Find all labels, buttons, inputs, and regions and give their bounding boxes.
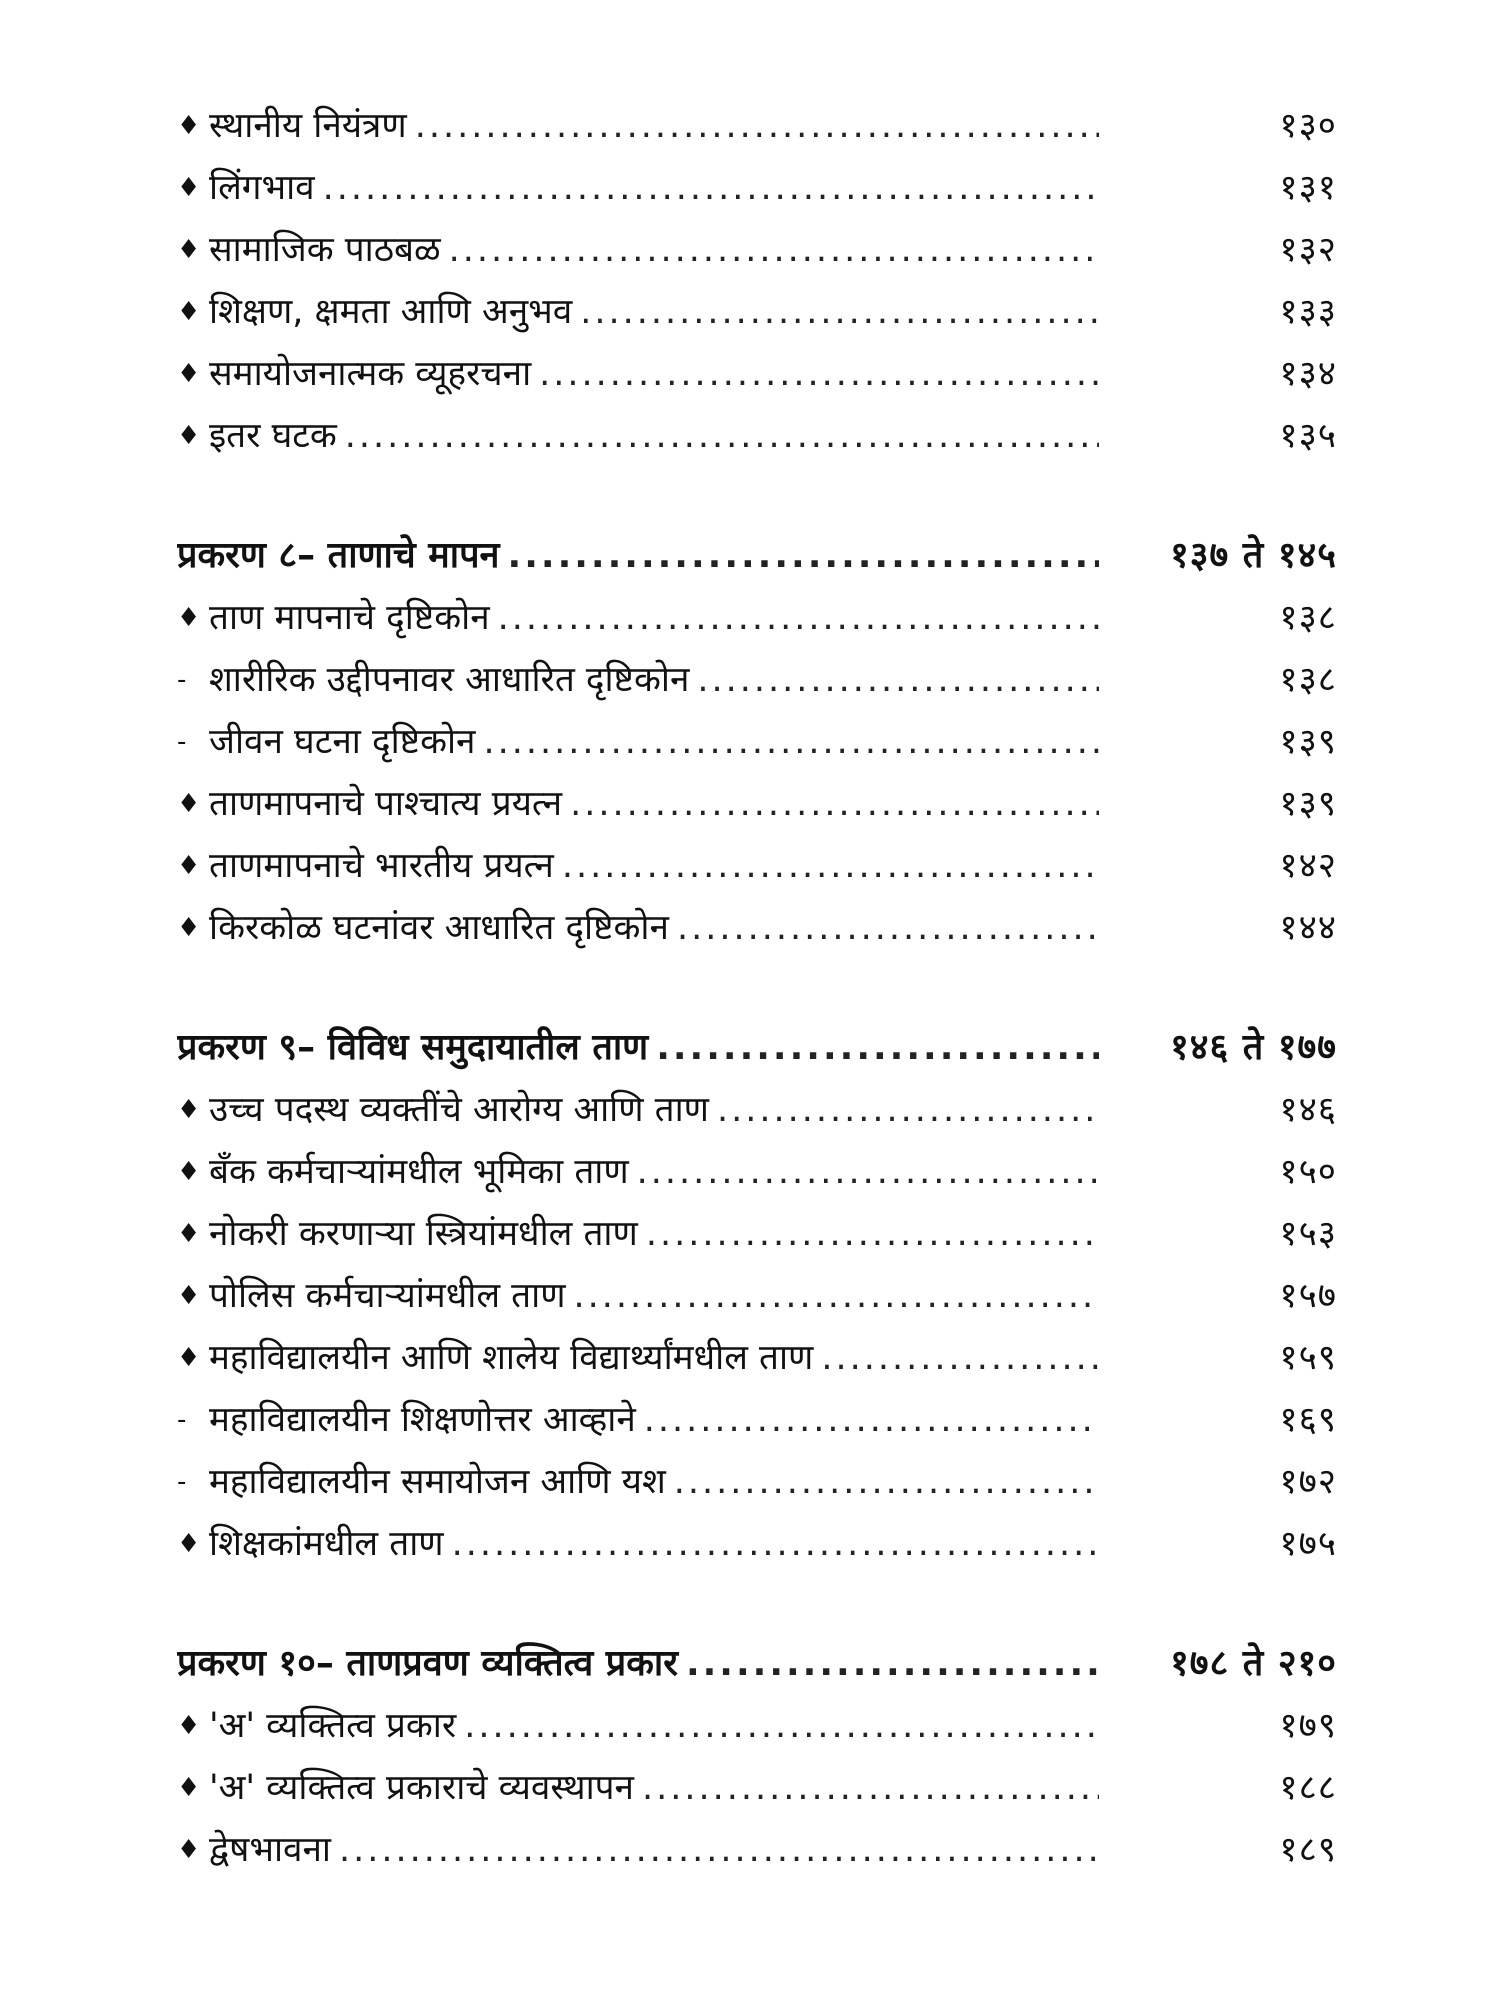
dot-leader — [813, 1327, 1099, 1389]
bullet-diamond-icon: ♦ — [177, 603, 201, 633]
dot-leader — [331, 1819, 1099, 1881]
toc-entry-title: महाविद्यालयीन आणि शालेय विद्यार्थ्यांमधील ताण — [209, 1338, 814, 1378]
toc-entry-title: शारीरिक उद्दीपनावर आधारित दृष्टिकोन — [209, 660, 690, 700]
dot-leader — [554, 835, 1099, 897]
toc-entry — [177, 773, 1337, 835]
toc-entry — [177, 1513, 1337, 1575]
bullet-diamond-icon: ♦ — [177, 173, 201, 203]
toc-entry-page: १४२ — [1279, 846, 1337, 886]
toc-entry-page: १७५ — [1279, 1524, 1337, 1564]
dot-leader — [531, 343, 1099, 405]
toc-entry-page: १३१ — [1279, 168, 1337, 208]
toc-entry-title: द्वेषभावना — [209, 1830, 331, 1870]
bullet-diamond-icon: ♦ — [177, 1219, 201, 1249]
bullet-diamond-icon: ♦ — [177, 1835, 201, 1865]
toc-entry-title: लिंगभाव — [209, 168, 315, 208]
toc-entry-page: १७९ — [1279, 1706, 1337, 1746]
toc-entry-title: इतर घटक — [209, 416, 337, 456]
dot-leader — [629, 1141, 1099, 1203]
toc-entry-page: १५७ — [1279, 1276, 1337, 1316]
toc-entry-title: ताणमापनाचे भारतीय प्रयत्न — [209, 846, 554, 886]
bullet-dash-icon: - — [177, 1405, 187, 1435]
chapter-title: प्रकरण ९– विविध समुदायातील ताण — [177, 1027, 649, 1068]
chapter-page-range: १४६ ते १७७ — [1170, 1027, 1337, 1068]
toc-entry — [177, 219, 1337, 281]
dot-leader — [500, 525, 1099, 587]
dot-leader — [562, 773, 1099, 835]
bullet-diamond-icon: ♦ — [177, 789, 201, 819]
toc-entry — [177, 405, 1337, 467]
bullet-diamond-icon: ♦ — [177, 913, 201, 943]
dot-leader — [456, 1695, 1099, 1757]
toc-entry-page: १५३ — [1279, 1214, 1337, 1254]
dot-leader — [678, 1633, 1099, 1695]
chapter-page-range: १३७ ते १४५ — [1170, 535, 1337, 576]
dot-leader — [441, 219, 1099, 281]
toc-entry-page: १३८ — [1279, 660, 1337, 700]
toc-subentry — [177, 711, 1337, 773]
toc-entry — [177, 587, 1337, 649]
toc-entry-page: १३९ — [1279, 784, 1337, 824]
chapter-heading — [177, 525, 1337, 587]
dot-leader — [648, 1017, 1099, 1079]
toc-entry-title: सामाजिक पाठबळ — [209, 230, 441, 270]
dot-leader — [444, 1513, 1099, 1575]
bullet-diamond-icon: ♦ — [177, 1529, 201, 1559]
dot-leader — [475, 711, 1099, 773]
toc-entry — [177, 95, 1337, 157]
bullet-diamond-icon: ♦ — [177, 1095, 201, 1125]
toc-entry-page: १७२ — [1279, 1462, 1337, 1502]
toc-entry-title: 'अ' व्यक्तित्व प्रकार — [209, 1706, 457, 1746]
toc-entry-page: १८८ — [1279, 1768, 1337, 1808]
toc-section — [177, 1017, 1337, 1575]
dot-leader — [337, 405, 1099, 467]
bullet-diamond-icon: ♦ — [177, 1281, 201, 1311]
toc-entry — [177, 1265, 1337, 1327]
dot-leader — [572, 281, 1099, 343]
toc-entry-page: १३४ — [1279, 354, 1337, 394]
bullet-diamond-icon: ♦ — [177, 111, 201, 141]
toc-entry-page: १५९ — [1279, 1338, 1337, 1378]
toc-entry-page: १३९ — [1279, 722, 1337, 762]
toc-entry — [177, 1819, 1337, 1881]
toc-entry-page: १५० — [1279, 1152, 1337, 1192]
toc-entry-title: 'अ' व्यक्तित्व प्रकाराचे व्यवस्थापन — [209, 1768, 634, 1808]
dot-leader — [638, 1203, 1099, 1265]
toc-subentry — [177, 1451, 1337, 1513]
toc-entry-title: समायोजनात्मक व्यूहरचना — [209, 354, 532, 394]
toc-entry-title: जीवन घटना दृष्टिकोन — [209, 722, 476, 762]
dot-leader — [636, 1389, 1099, 1451]
bullet-diamond-icon: ♦ — [177, 235, 201, 265]
toc-entry — [177, 1203, 1337, 1265]
bullet-diamond-icon: ♦ — [177, 851, 201, 881]
dot-leader — [669, 897, 1099, 959]
bullet-diamond-icon: ♦ — [177, 297, 201, 327]
dot-leader — [689, 649, 1099, 711]
chapter-title: प्रकरण १०– ताणप्रवण व्यक्तित्व प्रकार — [177, 1643, 678, 1684]
dot-leader — [407, 95, 1099, 157]
toc-entry-page: १३० — [1279, 106, 1337, 146]
dot-leader — [490, 587, 1099, 649]
chapter-heading — [177, 1633, 1337, 1695]
toc-entry-title: ताणमापनाचे पाश्चात्य प्रयत्न — [209, 784, 563, 824]
toc-entry-page: १३५ — [1279, 416, 1337, 456]
chapter-page-range: १७८ ते २१० — [1170, 1643, 1337, 1684]
toc-entry-title: पोलिस कर्मचाऱ्यांमधील ताण — [209, 1276, 566, 1316]
toc-entry-title: शिक्षण, क्षमता आणि अनुभव — [209, 292, 573, 332]
toc-entry-page: १४६ — [1279, 1090, 1337, 1130]
toc-entry — [177, 835, 1337, 897]
toc-entry — [177, 1327, 1337, 1389]
toc-entry — [177, 1757, 1337, 1819]
bullet-diamond-icon: ♦ — [177, 1773, 201, 1803]
toc-entry — [177, 897, 1337, 959]
toc-entry-title: महाविद्यालयीन शिक्षणोत्तर आव्हाने — [209, 1400, 636, 1440]
toc-entry — [177, 1695, 1337, 1757]
toc-entry — [177, 1141, 1337, 1203]
toc-entry-title: महाविद्यालयीन समायोजन आणि यश — [209, 1462, 666, 1502]
bullet-diamond-icon: ♦ — [177, 421, 201, 451]
toc-entry-title: किरकोळ घटनांवर आधारित दृष्टिकोन — [209, 908, 669, 948]
toc-entry-page: १६९ — [1279, 1400, 1337, 1440]
toc-entry-title: स्थानीय नियंत्रण — [209, 106, 407, 146]
toc-entry-page: १३२ — [1279, 230, 1337, 270]
dot-leader — [315, 157, 1099, 219]
toc-entry — [177, 343, 1337, 405]
toc-entry-page: १३८ — [1279, 598, 1337, 638]
bullet-dash-icon: - — [177, 727, 187, 757]
toc-entry-title: शिक्षकांमधील ताण — [209, 1524, 444, 1564]
toc-entry-title: नोकरी करणाऱ्या स्त्रियांमधील ताण — [209, 1214, 638, 1254]
toc-entry-title: बँक कर्मचाऱ्यांमधील भूमिका ताण — [209, 1152, 629, 1192]
chapter-heading — [177, 1017, 1337, 1079]
toc-entry-page: १८९ — [1279, 1830, 1337, 1870]
toc-section — [177, 95, 1337, 467]
toc-entry — [177, 1079, 1337, 1141]
toc-entry-title: ताण मापनाचे दृष्टिकोन — [209, 598, 490, 638]
dot-leader — [634, 1757, 1099, 1819]
bullet-diamond-icon: ♦ — [177, 359, 201, 389]
toc-entry — [177, 157, 1337, 219]
toc-entry-page: १४४ — [1279, 908, 1337, 948]
bullet-diamond-icon: ♦ — [177, 1157, 201, 1187]
dot-leader — [666, 1451, 1099, 1513]
table-of-contents — [177, 95, 1337, 1881]
bullet-diamond-icon: ♦ — [177, 1343, 201, 1373]
toc-section — [177, 1633, 1337, 1881]
bullet-dash-icon: - — [177, 665, 187, 695]
chapter-title: प्रकरण ८– ताणाचे मापन — [177, 535, 500, 576]
toc-entry-page: १३३ — [1279, 292, 1337, 332]
bullet-dash-icon: - — [177, 1467, 187, 1497]
dot-leader — [709, 1079, 1099, 1141]
toc-entry — [177, 281, 1337, 343]
toc-subentry — [177, 1389, 1337, 1451]
bullet-diamond-icon: ♦ — [177, 1711, 201, 1741]
toc-section — [177, 525, 1337, 959]
toc-subentry — [177, 649, 1337, 711]
toc-entry-title: उच्च पदस्थ व्यक्तींचे आरोग्य आणि ताण — [209, 1090, 709, 1130]
dot-leader — [566, 1265, 1099, 1327]
